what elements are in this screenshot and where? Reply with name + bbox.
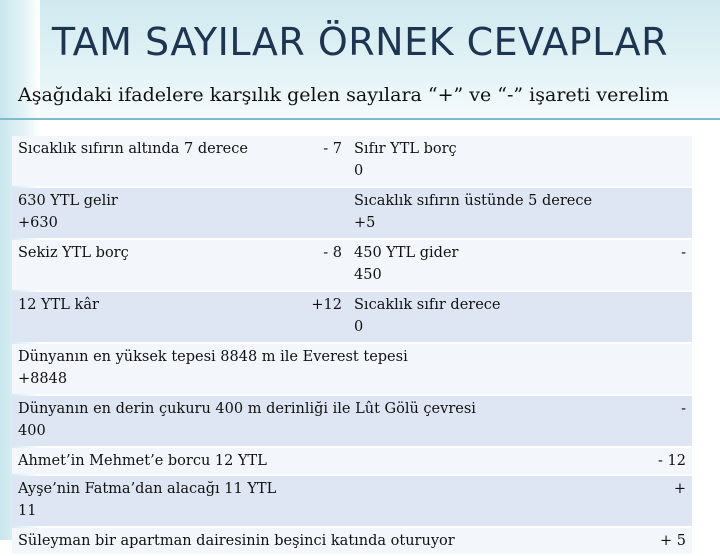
answers-table: [12, 134, 692, 556]
row-right-text: [348, 292, 638, 342]
wide-row-value: + 5: [638, 528, 692, 554]
table-row: [12, 476, 692, 526]
header-divider: [0, 118, 720, 120]
wide-row-text: [12, 396, 638, 446]
right-text-line: Sıcaklık sıfırın üstünde 5 derece: [354, 193, 593, 209]
row-left-text: [12, 136, 302, 186]
left-text-line: 630 YTL gelir: [18, 193, 118, 209]
wide-row-value: +: [638, 476, 692, 526]
wide-row-text: [12, 476, 638, 526]
row-left-text: [12, 240, 302, 290]
right-text-line2: 0: [354, 163, 364, 179]
wide-row-value: - 12: [638, 448, 692, 474]
wide-text-line: Ayşe’nin Fatma’dan alacağı 11 YTL: [18, 481, 277, 497]
wide-text-line: Ahmet’in Mehmet’e borcu 12 YTL: [18, 453, 267, 469]
wide-row-text: [12, 344, 638, 394]
table-row: [12, 448, 692, 474]
left-text-line: 12 YTL kâr: [18, 297, 99, 313]
wide-row-value: [638, 344, 692, 394]
left-text-line: Sıcaklık sıfırın altında 7 derece: [18, 141, 248, 157]
table-row: [12, 292, 692, 342]
right-value: [638, 136, 692, 186]
table-row: [12, 188, 692, 238]
wide-row-text: [12, 448, 638, 474]
right-text-line2: 0: [354, 319, 364, 335]
wide-text-line2: 11: [18, 503, 37, 519]
wide-text-line: Süleyman bir apartman dairesinin beşinci katında oturuyor: [18, 533, 455, 549]
left-text-line: Sekiz YTL borç: [18, 245, 129, 261]
table-row: [12, 136, 692, 186]
right-value: -: [638, 240, 692, 290]
row-right-text: [348, 188, 638, 238]
row-left-text: [12, 188, 302, 238]
wide-text-line: Dünyanın en derin çukuru 400 m derinliği ile Lût Gölü çevresi: [18, 401, 476, 417]
row-left-text: [12, 292, 302, 342]
wide-text-line: Dünyanın en yüksek tepesi 8848 m ile Everest tepesi: [18, 349, 408, 365]
table-row: [12, 344, 692, 394]
row-right-text: [348, 136, 638, 186]
wide-row-text: [12, 528, 638, 554]
row-right-text: [348, 240, 638, 290]
right-text-line: Sıfır YTL borç: [354, 141, 457, 157]
left-value: +12: [302, 292, 348, 342]
wide-text-line2: 400: [18, 423, 46, 439]
wide-row-value: -: [638, 396, 692, 446]
left-text-line2: +630: [18, 215, 58, 231]
right-text-line2: 450: [354, 267, 382, 283]
table-row: [12, 240, 692, 290]
right-text-line: 450 YTL gider: [354, 245, 459, 261]
table-row: [12, 396, 692, 446]
page-subtitle: Aşağıdaki ifadelere karşılık gelen sayılara “+” ve “-” işareti verelim: [18, 84, 669, 106]
page-title: TAM SAYILAR ÖRNEK CEVAPLAR: [51, 20, 669, 64]
right-value: [638, 188, 692, 238]
right-text-line: Sıcaklık sıfır derece: [354, 297, 501, 313]
wide-text-line2: +8848: [18, 371, 68, 387]
left-value: - 7: [302, 136, 348, 186]
right-value: [638, 292, 692, 342]
right-text-line2: +5: [354, 215, 376, 231]
left-value: - 8: [302, 240, 348, 290]
left-value: [302, 188, 348, 238]
table-row: [12, 528, 692, 554]
